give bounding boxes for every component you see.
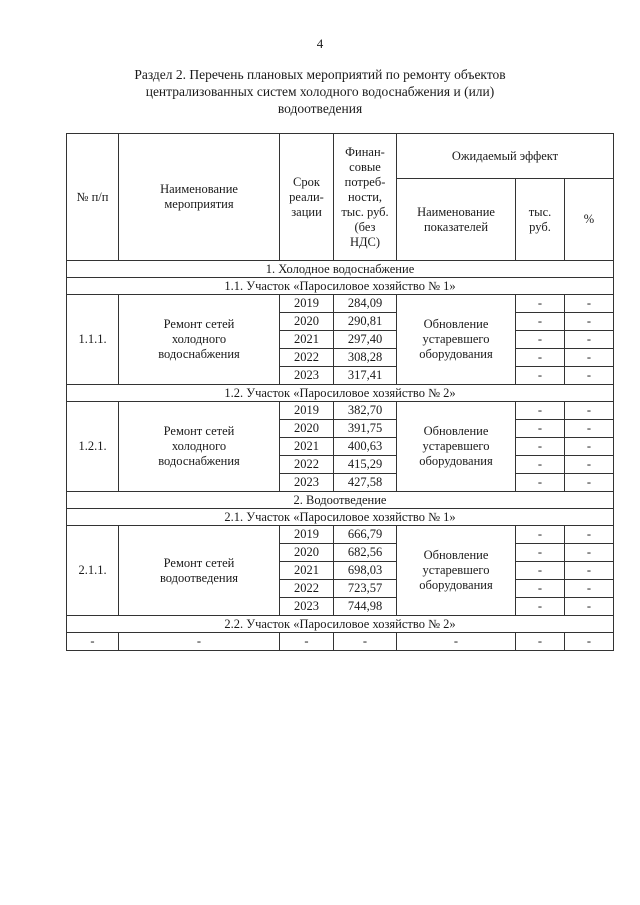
header-name-text: Наименование мероприятия [160, 182, 238, 211]
thousand-value: - [516, 526, 565, 544]
percent-value: - [565, 526, 614, 544]
empty-dash-cell: - [565, 633, 614, 651]
header-row [67, 134, 614, 179]
year-cell: 2022 [280, 580, 334, 598]
thousand-value: - [516, 456, 565, 474]
year-cell: 2022 [280, 349, 334, 367]
subsection-title: 1.1. Участок «Паросиловое хозяйство № 1» [67, 278, 614, 295]
percent-value: - [565, 420, 614, 438]
subsection-title-row [67, 385, 614, 402]
percent-value: - [565, 367, 614, 385]
percent-value: - [565, 349, 614, 367]
item-name-text: Ремонт сетей холодного водоснабжения [158, 317, 240, 361]
thousand-value: - [516, 420, 565, 438]
year-cell: 2021 [280, 562, 334, 580]
empty-dash-cell: - [516, 633, 565, 651]
year-cell: 2022 [280, 456, 334, 474]
percent-value: - [565, 562, 614, 580]
title-line: Раздел 2. Перечень плановых мероприятий по ремонту объектов [134, 67, 506, 82]
thousand-value: - [516, 544, 565, 562]
year-cell: 2023 [280, 474, 334, 492]
indicator-cell [397, 295, 516, 385]
header-indicator [397, 179, 516, 261]
thousand-value: - [516, 402, 565, 420]
header-indicator-text: Наименование показателей [417, 204, 495, 234]
percent-value: - [565, 402, 614, 420]
item-number: 2.1.1. [67, 526, 119, 616]
header-finance-text: Финан- совые потреб- ности, тыс. руб. (без НДС) [341, 144, 389, 249]
empty-dash-cell: - [119, 633, 280, 651]
thousand-value: - [516, 562, 565, 580]
table-row [67, 633, 614, 651]
percent-value: - [565, 331, 614, 349]
header-thousand-text: тыс. руб. [528, 204, 552, 234]
year-cell: 2020 [280, 420, 334, 438]
empty-dash-cell: - [397, 633, 516, 651]
item-name-text: Ремонт сетей водоотведения [159, 555, 239, 585]
percent-value: - [565, 313, 614, 331]
year-cell: 2019 [280, 402, 334, 420]
percent-value: - [565, 438, 614, 456]
amount-cell: 297,40 [334, 331, 397, 349]
title-line: водоотведения [277, 101, 363, 116]
amount-cell: 723,57 [334, 580, 397, 598]
amount-cell: 427,58 [334, 474, 397, 492]
percent-value: - [565, 544, 614, 562]
item-number: 1.2.1. [67, 402, 119, 492]
header-thousand [516, 179, 565, 261]
percent-value: - [565, 295, 614, 313]
year-cell: 2021 [280, 331, 334, 349]
indicator-cell [397, 402, 516, 492]
year-cell: 2019 [280, 295, 334, 313]
header-term-text: Срок реали- зации [289, 174, 324, 219]
year-cell: 2020 [280, 313, 334, 331]
section-title-row-text: 1. Холодное водоснабжение [67, 261, 614, 278]
percent-value: - [565, 456, 614, 474]
subsection-title: 2.1. Участок «Паросиловое хозяйство № 1» [67, 509, 614, 526]
year-cell: 2019 [280, 526, 334, 544]
year-cell: 2023 [280, 598, 334, 616]
empty-dash-cell: - [67, 633, 119, 651]
amount-cell: 415,29 [334, 456, 397, 474]
header-num: № п/п [67, 134, 119, 261]
amount-cell: 744,98 [334, 598, 397, 616]
year-cell: 2020 [280, 544, 334, 562]
section-title-row-text-row [67, 492, 614, 509]
title-line: централизованных систем холодного водоснабжения и (или) [145, 84, 495, 99]
amount-cell: 400,63 [334, 438, 397, 456]
thousand-value: - [516, 580, 565, 598]
indicator-text: Обновление устаревшего оборудования [419, 317, 493, 361]
header-term [280, 134, 334, 261]
header-effect: Ожидаемый эффект [397, 134, 614, 179]
amount-cell: 391,75 [334, 420, 397, 438]
percent-value: - [565, 580, 614, 598]
indicator-text: Обновление устаревшего оборудования [419, 424, 493, 468]
section-title-row-text-row [67, 261, 614, 278]
table-row [67, 295, 614, 313]
header-name [119, 134, 280, 261]
thousand-value: - [516, 313, 565, 331]
amount-cell: 308,28 [334, 349, 397, 367]
amount-cell: 698,03 [334, 562, 397, 580]
amount-cell: 666,79 [334, 526, 397, 544]
amount-cell: 682,56 [334, 544, 397, 562]
subsection-title-row [67, 278, 614, 295]
thousand-value: - [516, 349, 565, 367]
amount-cell: 290,81 [334, 313, 397, 331]
amount-cell: 382,70 [334, 402, 397, 420]
thousand-value: - [516, 474, 565, 492]
year-cell: 2021 [280, 438, 334, 456]
amount-cell: 317,41 [334, 367, 397, 385]
page-number: 4 [316, 36, 324, 51]
amount-cell: 284,09 [334, 295, 397, 313]
percent-value: - [565, 474, 614, 492]
item-number: 1.1.1. [67, 295, 119, 385]
item-name-text: Ремонт сетей холодного водоснабжения [158, 424, 240, 468]
percent-value: - [565, 598, 614, 616]
subsection-title: 2.2. Участок «Паросиловое хозяйство № 2» [67, 616, 614, 633]
empty-dash-cell: - [280, 633, 334, 651]
thousand-value: - [516, 331, 565, 349]
indicator-text: Обновление устаревшего оборудования [419, 548, 493, 592]
table-row [67, 402, 614, 420]
section-title [80, 66, 560, 117]
item-name [119, 526, 280, 616]
header-finance [334, 134, 397, 261]
indicator-cell [397, 526, 516, 616]
section-title-row-text: 2. Водоотведение [67, 492, 614, 509]
thousand-value: - [516, 295, 565, 313]
item-name [119, 402, 280, 492]
year-cell: 2023 [280, 367, 334, 385]
plan-table [66, 133, 614, 651]
thousand-value: - [516, 598, 565, 616]
header-percent: % [565, 179, 614, 261]
thousand-value: - [516, 438, 565, 456]
thousand-value: - [516, 367, 565, 385]
subsection-title: 1.2. Участок «Паросиловое хозяйство № 2» [67, 385, 614, 402]
item-name [119, 295, 280, 385]
subsection-title-row [67, 616, 614, 633]
empty-dash-cell: - [334, 633, 397, 651]
subsection-title-row [67, 509, 614, 526]
table-row [67, 526, 614, 544]
